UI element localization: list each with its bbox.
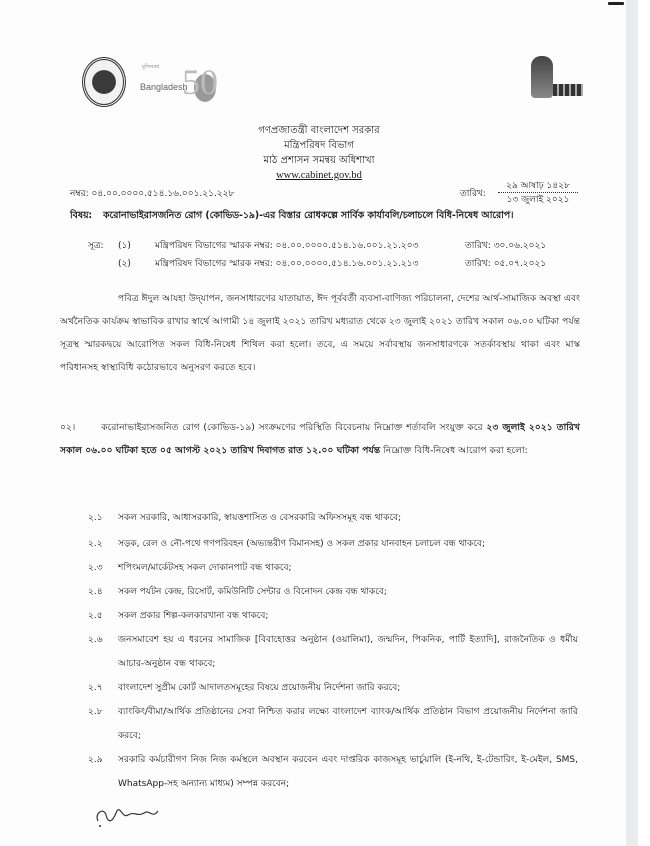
restriction-number: ২.৯: [88, 755, 103, 765]
restriction-item: ব্যাংকিং/বীমা/আর্থিক প্রতিষ্ঠানের সেবা নিশ্চিত করার লক্ষ্যে বাংলাদেশ ব্যাংক/আর্থিক প্রতিষ্ঠান বিভাগ প্রয়োজনীয় নির্দেশনা জারি করবে;: [118, 707, 578, 741]
mujib-borsho-portrait-logo: [527, 56, 585, 106]
restriction-item: জনসমাবেশ হয় এ ধরনের সামাজিক [বিবাহোত্তর অনুষ্ঠান (ওয়ালিমা), জন্মদিন, পিকনিক, পার্টি ইত্যাদি], রাজনৈতিক ও ধর্মীয় আচার-অনুষ্ঠান বন্ধ থাকবে;: [118, 635, 578, 669]
signature-icon: [92, 805, 162, 829]
reference-1-text: মন্ত্রিপরিষদ বিভাগের স্মারক নম্বর: ০৪.০০.০০০০.৫১৪.১৬.০০১.২১.২০৩: [155, 241, 419, 251]
paragraph-2-intro: করোনাভাইরাসজনিত রোগ (কোভিড-১৯) সংক্রমণের পরিস্থিতি বিবেচনায় নিম্নোক্ত শর্তাবলি সংযুক্ত করে: [101, 422, 483, 433]
logo-text: Bangladesh: [140, 82, 188, 92]
date-gregorian: ১৩ জুলাই ২০২১: [506, 195, 570, 205]
org-line-2: মন্ত্রিপরিষদ বিভাগ: [284, 140, 354, 151]
references-label: সূত্র:: [88, 241, 104, 251]
restriction-item: সড়ক, রেল ও নৌ-পথে গণপরিবহন (অভ্যন্তরীণ বিমানসহ) ও সকল প্রকার যানবাহন চলাচল বন্ধ থাকবে;: [118, 539, 485, 549]
paragraph-2-number: ০২।: [60, 422, 76, 433]
reference-2-num: (২): [118, 259, 131, 269]
org-line-1: গণপ্রজাতন্ত্রী বাংলাদেশ সরকার: [258, 125, 380, 136]
restriction-item: সকল পর্যটন কেন্দ্র, রিসোর্ট, কমিউনিটি সেন্টার ও বিনোদন কেন্দ্র বন্ধ থাকবে;: [118, 587, 387, 597]
paragraph-2-tail: নিম্নোক্ত বিধি-নিষেধ আরোপ করা হলো:: [383, 445, 528, 456]
memo-number: [70, 188, 234, 200]
logo-number: 50: [182, 62, 218, 102]
memo-number-label: নম্বর:: [70, 189, 89, 199]
restriction-number: ২.৫: [88, 611, 103, 621]
reference-2-date: তারিখ: ০৫.০৭.২০২১: [465, 259, 547, 269]
date-label: তারিখ:: [460, 189, 486, 199]
restriction-item: সকল সরকারি, আধাসরকারি, স্বায়ত্তশাসিত ও বেসরকারি অফিসসমূহ বন্ধ থাকবে;: [118, 513, 402, 523]
restriction-number: ২.১: [88, 513, 103, 523]
reference-2-text: মন্ত্রিপরিষদ বিভাগের স্মারক নম্বর: ০৪.০০.০০০০.৫১৪.১৬.০০১.২১.২১৩: [155, 259, 419, 269]
subject-label: বিষয়:: [70, 210, 93, 221]
restriction-number: ২.৭: [88, 683, 103, 693]
logo-small-text: মুজিববর্ষ: [142, 64, 160, 70]
restriction-number: ২.৬: [88, 635, 103, 645]
restriction-number: ২.২: [88, 539, 103, 549]
date-bengali: ২৯ আষাঢ় ১৪২৮: [498, 180, 578, 193]
restriction-item: সরকারি কর্মচারীগণ নিজ নিজ কর্মস্থলে অবস্থান করবেন এবং দাপ্তরিক কাজসমূহ ভার্চুয়ালি (ই-নথি, ই-টেন্ডারিং, ই-মেইল, SMS, WhatsApp-সহ অন্যান্য মাধ্যম) সম্পন্ন করবেন;: [118, 755, 578, 789]
restriction-number: ২.৩: [88, 563, 103, 573]
paragraph-1: পবিত্র ঈদুল আযহা উদ্‌যাপন, জনসাধারণের যাতায়াত, ঈদ পূর্ববর্তী ব্যবসা-বাণিজ্য পরিচালনা, দেশের আর্থ-সামাজিক অবস্থা এবং অর্থনৈতিক কার্যক্রম স্বাভাবিক রাখার স্বার্থে আগামী ১৪ জুলাই ২০২১ তারিখ মধ্যরাত থেকে ২৩ জুলাই ২০২১ তারিখ সকাল ০৬.০০ ঘটিকা পর্যন্ত সূত্রস্থ স্মারকদ্বয়ে আরোপিত সকল বিধি-নিষেধ শিথিল করা হলো। তবে, এ সময়ে সর্বাবস্থায় জনসাধারণকে সতর্কাবস্থায় থাকা এবং মাস্ক পরিধানসহ স্বাস্থ্যবিধি কঠোরভাবে অনুসরণ করতে হবে।: [60, 293, 580, 373]
website-link[interactable]: www.cabinet.gov.bd: [276, 170, 362, 181]
org-line-3: মাঠ প্রশাসন সমন্বয় অধিশাখা: [263, 155, 375, 166]
signature: [92, 805, 162, 832]
restriction-item: বাংলাদেশ সুপ্রীম কোর্ট আদালতসমূহের বিষয়ে প্রয়োজনীয় নির্দেশনা জারি করবে;: [118, 683, 401, 693]
subject-text: করোনাভাইরাসজনিত রোগ (কোভিড-১৯)-এর বিস্তার রোধকল্পে সার্বিক কার্যাবলি/চলাচলে বিধি-নিষেধ আরোপ।: [103, 210, 514, 221]
portrait-badge-icon: [553, 84, 583, 96]
reference-1-date: তারিখ: ৩০.০৬.২০২১: [465, 241, 547, 251]
bangladesh-50-logo: [138, 58, 218, 108]
memo-number-value: ০৪.০০.০০০০.৫১৪.১৬.০০১.২১.২২৮: [91, 189, 235, 199]
restriction-item: সকল প্রকার শিল্প-কলকারখানা বন্ধ থাকবে;: [118, 611, 269, 621]
paragraph-2-bold-dates: ২৩ জুলাই ২০২১ তারিখ সকাল ০৬.০০ ঘটিকা হতে ০৫ আগস্ট ২০২১ তারিখ দিবাগত রাত ১২.০০ ঘটিকা পর্যন্ত: [60, 422, 580, 456]
portrait-icon: [531, 56, 553, 98]
reference-1-num: (১): [118, 241, 131, 251]
restriction-number: ২.৮: [88, 707, 103, 717]
government-seal-logo: [82, 57, 126, 107]
restriction-number: ২.৪: [88, 587, 103, 597]
restriction-item: শপিংমল/মার্কেটসহ সকল দোকানপাট বন্ধ থাকবে;: [118, 563, 292, 573]
paragraph-2: [60, 416, 580, 462]
page-edge-mark: [608, 2, 624, 5]
